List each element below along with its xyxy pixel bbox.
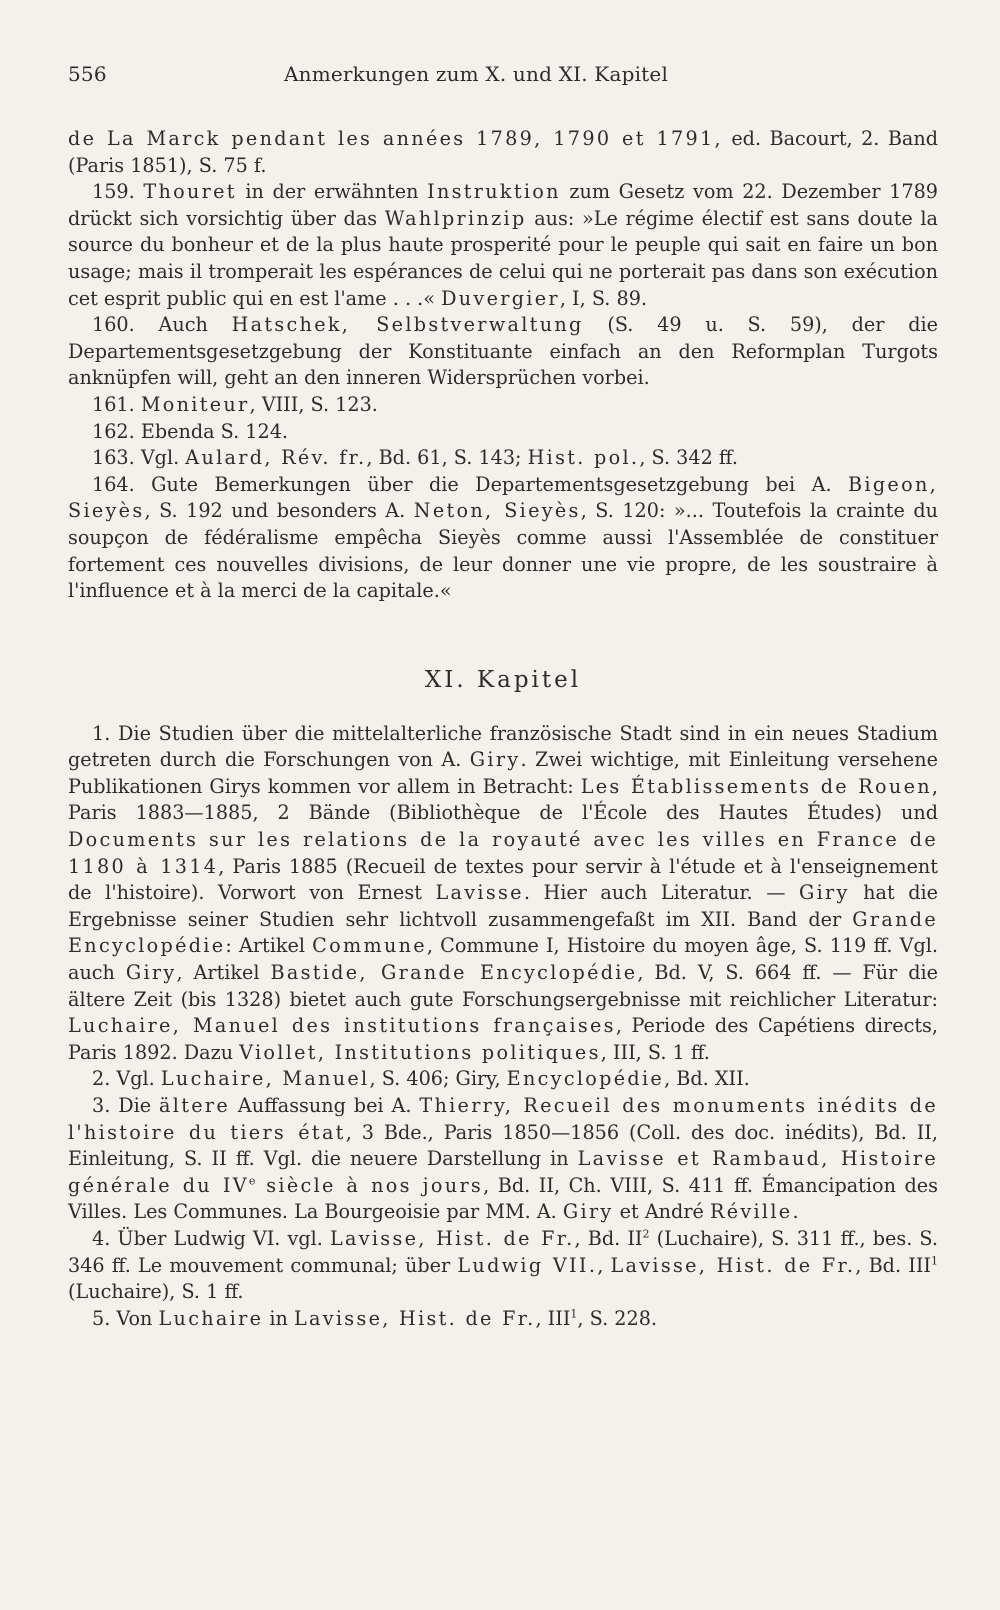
text-run: , Bd. V, S. 664 ff. — Für die ältere Zeit (bis 1328) bietet auch gute Forschungsergebnisse mit reichlicher Literatur: — [68, 961, 938, 1011]
text-run: , VIII, S. 123. — [249, 392, 378, 416]
spaced-text: Wahlprinzip — [384, 206, 527, 230]
spaced-text: Neton, Sieyès — [413, 499, 581, 523]
spaced-text: Réville — [709, 1200, 793, 1224]
spaced-text: Giry — [798, 881, 850, 905]
spaced-text: Thouret — [143, 180, 237, 204]
text-run: 164. Gute Bemerkungen über die Departementsgesetzgebung bei A. — [92, 472, 849, 496]
spaced-text: Ludwig VII. — [457, 1253, 598, 1277]
text-run: 163. Vgl. — [92, 446, 186, 470]
spaced-text: Les Établissements de Rouen — [580, 774, 932, 798]
text-run: hat die Ergebnisse seiner Studien sehr lichtvoll zusammengefaßt im XII. Band der — [68, 881, 938, 931]
text-run: , S. 342 ff. — [639, 446, 738, 470]
text-run: aus: »Le régime électif est sans doute la source du bonheur et de la plus haute prosperité pour le peuple qui sait en faire un bon usage; mais il tromperait les espérances de celui qui ne porterait pas dans son exécution cet esprit public qui en est l'ame . . .« — [68, 206, 939, 310]
text-run: et André — [613, 1200, 710, 1224]
page-number: 556 — [68, 62, 107, 86]
text-run: , S. 192 und besonders A. — [144, 499, 414, 523]
chapter-xi-notes — [68, 721, 938, 1333]
footnote-3 — [68, 1093, 938, 1226]
spaced-text: Lavisse, Hist. de Fr. — [293, 1306, 536, 1330]
spaced-text: Aulard, Rév. fr. — [185, 446, 367, 470]
spaced-text: Moniteur — [140, 392, 250, 416]
text-run: , — [597, 1253, 611, 1277]
spaced-text: Lavisse — [435, 881, 524, 905]
text-run: , S. 120: »... Toutefois la crainte du soupçon de fédéralisme empêcha Sieyès comme aussi l'Assemblée de constituer fortement ces nouvelles divisions, de leur donner une vie propre, de les soustraire à l'influence et à la merci de la capitale.« — [68, 499, 938, 603]
spaced-text: Luchaire, Manuel des institutions françaises — [68, 1014, 616, 1038]
text-run: . — [792, 1200, 799, 1224]
spaced-text: Luchaire — [158, 1306, 264, 1330]
superscript: 1 — [570, 1307, 578, 1321]
text-run: in — [263, 1306, 294, 1330]
spaced-text: Lavisse et Rambaud, Histoire générale du IV — [68, 1147, 938, 1197]
book-page — [68, 62, 938, 1332]
superscript: 2 — [642, 1227, 650, 1241]
spaced-text: siècle à nos jours — [255, 1173, 484, 1197]
footnote-164 — [68, 472, 938, 605]
page-header — [68, 62, 938, 102]
text-run: 159. — [92, 180, 144, 204]
text-run: , Bd. II — [574, 1226, 643, 1250]
text-run: , 3 Bde., Paris 1850—1856 (Coll. des doc. inédits), Bd. II, Einleitung, S. II ff. Vgl. die neuere Darstellung in — [68, 1120, 938, 1171]
text-run: 2. Vgl. — [92, 1067, 161, 1091]
text-run: 162. Ebenda S. 124. — [92, 419, 289, 443]
text-run: 161. — [92, 392, 141, 416]
spaced-text: Grande Encyclopédie — [68, 907, 938, 958]
text-run: Auffassung bei A. — [230, 1094, 420, 1117]
text-run: (Luchaire), S. 1 ff. — [68, 1280, 244, 1304]
text-run: , Paris 1885 (Recueil de textes pour servir à l'étude et à l'enseignement de l'histoire). Vorwort von Ernest — [68, 854, 938, 905]
text-run: in der erwähnten — [236, 180, 428, 204]
text-run: . Zwei wichtige, mit Einleitung versehene Publikationen Girys kommen vor allem in Betracht: — [68, 748, 938, 798]
spaced-text: Viollet, Institutions politiques — [239, 1040, 601, 1064]
text-run: , Artikel — [176, 961, 271, 985]
footnote-162 — [68, 419, 938, 446]
spaced-text: Bastide, Grande Encyclopédie — [270, 961, 638, 985]
text-run: , III — [535, 1306, 571, 1330]
running-title: Anmerkungen zum X. und XI. Kapitel — [284, 62, 669, 86]
spaced-text: Instruktion — [427, 180, 561, 204]
text-run: 3. Die — [92, 1094, 160, 1117]
spaced-text: Commune — [312, 934, 427, 958]
footnote-160 — [68, 312, 938, 392]
footnote-158-continued — [68, 126, 938, 179]
text-run: , S. 228. — [577, 1306, 658, 1330]
spaced-text: Lavisse, Hist. de Fr. — [329, 1226, 575, 1250]
text-run: 1. Die Studien über die mittelalterliche französische Stadt sind in ein neues Stadium getreten durch die Forschungen von A. — [68, 721, 938, 772]
text-run: , III, S. 1 ff. — [600, 1040, 710, 1064]
spaced-text: ältere — [159, 1094, 230, 1117]
text-run: , Bd. II, Ch. VIII, S. 411 ff. Émancipation des Villes. Les Communes. La Bourgeoisie par MM. A. — [68, 1173, 938, 1224]
spaced-text: Giry — [125, 961, 177, 985]
text-run: 160. Auch — [92, 313, 232, 337]
spaced-text: Giry — [469, 748, 521, 772]
footnote-159 — [68, 179, 938, 312]
footnote-163 — [68, 445, 938, 472]
spaced-text: Lavisse, Hist. de Fr. — [610, 1253, 856, 1277]
spaced-text: Luchaire, Manuel — [160, 1067, 370, 1091]
spaced-text: Giry — [562, 1200, 614, 1224]
spaced-text: Documents sur les relations de la royauté avec les villes en France de 1180 à 1314 — [68, 828, 938, 878]
text-run: , Bd. XII. — [664, 1067, 750, 1091]
footnote-2 — [68, 1066, 938, 1093]
spaced-text: Encyclopédie — [506, 1067, 665, 1091]
chapter-heading: XI. Kapitel — [424, 666, 582, 693]
text-run: , I, S. 89. — [559, 286, 648, 310]
spaced-text: Thierry, Recueil des monuments inédits de l'histoire du tiers état — [68, 1094, 938, 1144]
footnote-161 — [68, 392, 938, 419]
text-run: : Artikel — [225, 934, 313, 958]
text-run: ed. Bacourt, 2. Band (Paris 1851), S. 75 f. — [68, 127, 938, 177]
text-run: (Luchaire), S. 311 ff., bes. S. 346 ff. Le mouvement communal; über — [68, 1226, 938, 1277]
footnote-4 — [68, 1226, 938, 1306]
spaced-text: Hist. pol. — [527, 446, 640, 470]
footnote-1 — [68, 721, 938, 1067]
text-run: , Paris 1883—1885, 2 Bände (Bibliothèque de l'École des Hautes Études) und — [68, 774, 938, 825]
superscript: 1 — [930, 1254, 938, 1268]
text-run: (S. 49 u. S. 59), der die Departementsgesetzgebung der Konstituante einfach an den Reformplan Turgots anknüpfen will, geht an den inneren Widersprüchen vorbei. — [68, 313, 938, 390]
superscript: e — [248, 1174, 256, 1188]
text-run: . Hier auch Literatur. — — [523, 881, 799, 905]
spaced-text: Bigeon, Sieyès — [68, 472, 938, 523]
chapter-x-notes — [68, 126, 938, 605]
text-run: 4. Über Ludwig VI. vgl. — [92, 1226, 330, 1250]
text-run: , Bd. 61, S. 143; — [366, 446, 528, 470]
text-run: , Bd. III — [855, 1253, 931, 1277]
text-run: , Periode des Capétiens directs, Paris 1892. Dazu — [68, 1014, 938, 1064]
text-run: 5. Von — [92, 1306, 159, 1330]
spaced-text: Duvergier — [441, 286, 560, 310]
text-run: , Commune I, Histoire du moyen âge, S. 119 ff. Vgl. auch — [68, 934, 938, 985]
text-run: zum Gesetz vom 22. Dezember 1789 drückt sich vorsichtig über das — [68, 180, 938, 230]
footnote-5 — [68, 1306, 938, 1333]
spaced-text: de La Marck pendant les années 1789, 1790 et 1791, — [68, 127, 723, 150]
spaced-text: Hatschek, Selbstverwaltung — [231, 313, 584, 337]
text-run: , S. 406; Giry, — [369, 1067, 507, 1091]
